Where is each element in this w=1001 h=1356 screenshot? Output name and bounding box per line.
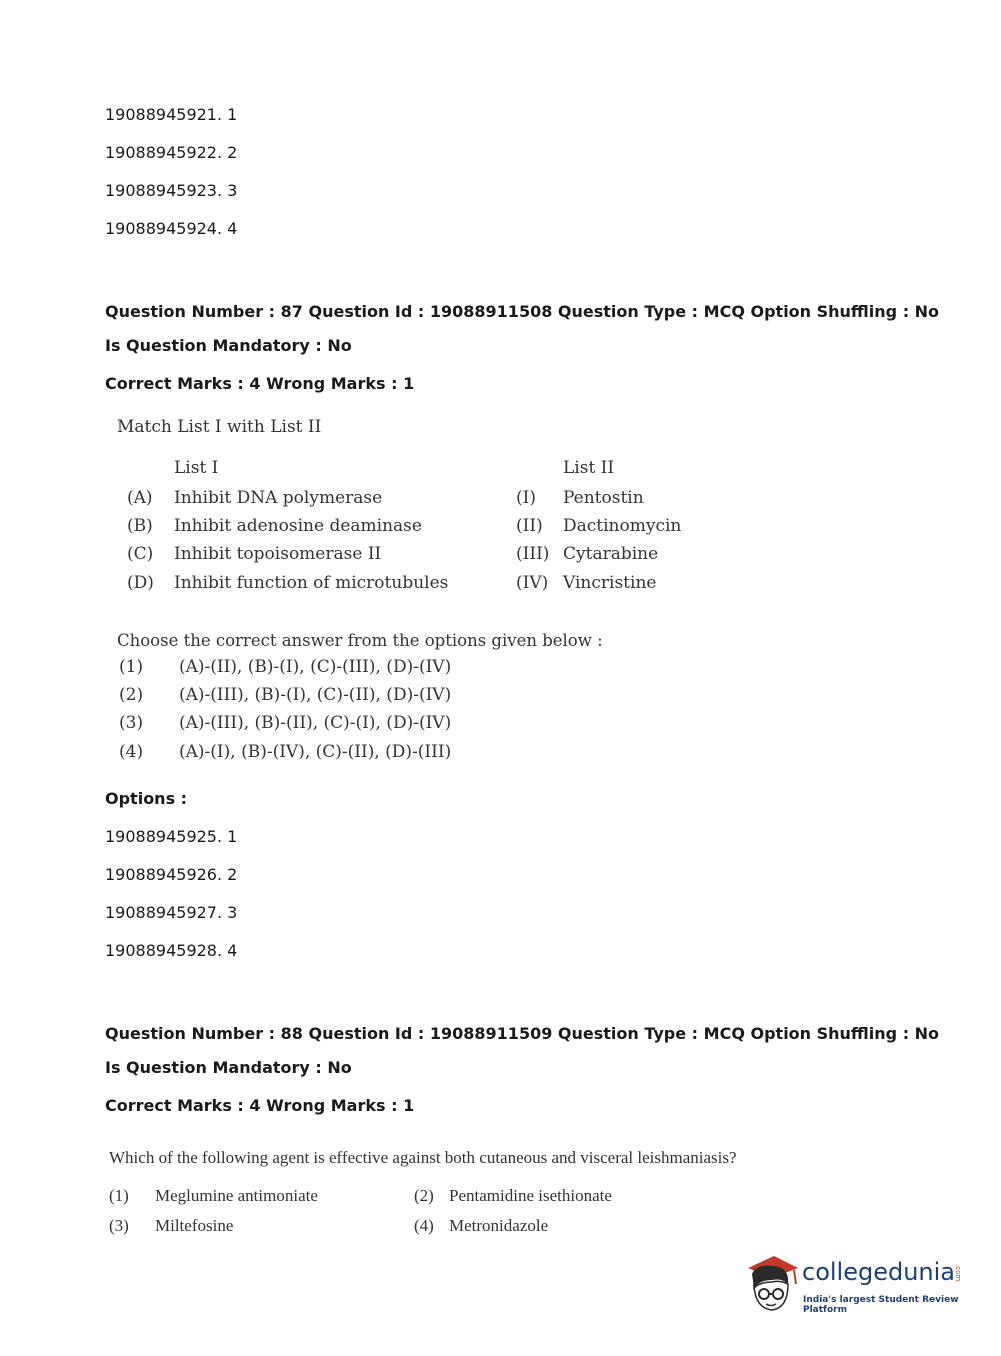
choice-text: Pentamidine isethionate (449, 1186, 612, 1205)
q87-option-3: 19088945927. 3 (105, 903, 238, 922)
list1-key: (C) (127, 544, 154, 564)
choice-text: (A)-(II), (B)-(I), (C)-(III), (D)-(IV) (179, 657, 452, 677)
brand-name: collegedunia (802, 1258, 956, 1286)
choice-text: Miltefosine (155, 1216, 234, 1235)
q87-intro: Match List I with List II (117, 417, 322, 437)
q87-options-label: Options : (105, 789, 188, 808)
q87-header: Question Number : 87 Question Id : 19088911508 Question Type : MCQ Option Shuffling : No (105, 302, 940, 321)
q87-choose: Choose the correct answer from the options given below : (117, 631, 603, 650)
list2-key: (I) (516, 488, 536, 508)
q87-mandatory: Is Question Mandatory : No (105, 336, 352, 355)
collegedunia-logo (742, 1250, 972, 1318)
list1-key: (D) (127, 573, 154, 593)
choice-number: (1) (109, 1186, 129, 1205)
prev-option-2: 19088945922. 2 (105, 143, 238, 162)
list2-item: Dactinomycin (563, 516, 682, 536)
prev-option-4: 19088945924. 4 (105, 219, 238, 238)
list2-item: Vincristine (563, 573, 657, 593)
brand-tagline: India's largest Student Review Platform (803, 1295, 959, 1315)
list2-item: Pentostin (563, 488, 644, 508)
q88-header: Question Number : 88 Question Id : 19088911509 Question Type : MCQ Option Shuffling : No (105, 1024, 940, 1043)
choice-number: (3) (119, 713, 144, 733)
choice-text: (A)-(III), (B)-(II), (C)-(I), (D)-(IV) (179, 713, 452, 733)
q87-marks: Correct Marks : 4 Wrong Marks : 1 (105, 374, 415, 393)
choice-number: (4) (414, 1216, 434, 1235)
q87-option-2: 19088945926. 2 (105, 865, 238, 884)
prev-option-1: 19088945921. 1 (105, 105, 238, 124)
choice-number: (4) (119, 742, 144, 762)
list1-item: Inhibit function of microtubules (174, 573, 449, 593)
q88-mandatory: Is Question Mandatory : No (105, 1058, 352, 1077)
mascot-icon (742, 1250, 800, 1316)
q87-option-1: 19088945925. 1 (105, 827, 238, 846)
choice-text: (A)-(I), (B)-(IV), (C)-(II), (D)-(III) (179, 742, 452, 762)
q87-option-4: 19088945928. 4 (105, 941, 238, 960)
q88-question: Which of the following agent is effective against both cutaneous and visceral leishmaniasis? (109, 1148, 737, 1167)
choice-text: (A)-(III), (B)-(I), (C)-(II), (D)-(IV) (179, 685, 452, 705)
choice-text: Meglumine antimoniate (155, 1186, 318, 1205)
list2-key: (III) (516, 544, 550, 564)
list1-title: List I (174, 458, 219, 478)
list1-item: Inhibit topoisomerase II (174, 544, 382, 564)
list1-item: Inhibit adenosine deaminase (174, 516, 422, 536)
list1-item: Inhibit DNA polymerase (174, 488, 383, 508)
choice-number: (3) (109, 1216, 129, 1235)
list2-key: (IV) (516, 573, 549, 593)
list1-key: (A) (127, 488, 153, 508)
q88-marks: Correct Marks : 4 Wrong Marks : 1 (105, 1096, 415, 1115)
choice-number: (2) (119, 685, 144, 705)
choice-number: (1) (119, 657, 144, 677)
list2-title: List II (563, 458, 615, 478)
choice-number: (2) (414, 1186, 434, 1205)
choice-text: Metronidazole (449, 1216, 549, 1235)
list2-key: (II) (516, 516, 543, 536)
list2-item: Cytarabine (563, 544, 659, 564)
list1-key: (B) (127, 516, 153, 536)
brand-suffix: .com (954, 1264, 962, 1282)
prev-option-3: 19088945923. 3 (105, 181, 238, 200)
